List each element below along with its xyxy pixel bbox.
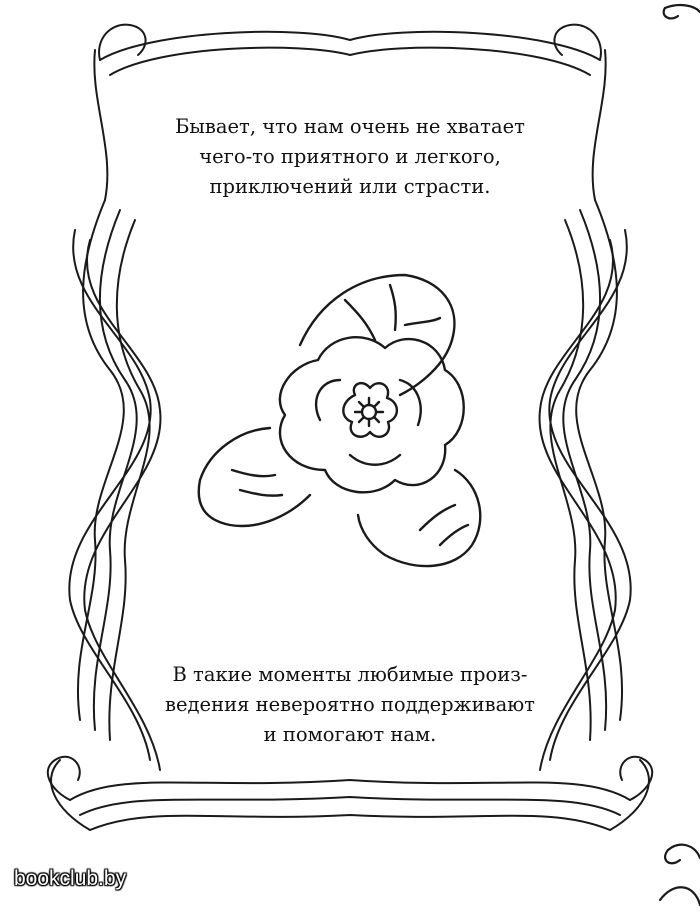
top-paragraph-line: приключений или страсти. (209, 175, 491, 198)
top-paragraph-line: чего-то приятного и легкого, (199, 145, 501, 168)
bottom-paragraph-line: В такие моменты любимые произ- (172, 663, 528, 686)
bottom-paragraph (130, 660, 570, 750)
bottom-paragraph-line: и помогают нам. (263, 723, 437, 746)
top-paragraph-line: Бывает, что нам очень не хватает (175, 115, 525, 138)
watermark: bookclub.by (14, 867, 127, 890)
bottom-paragraph-line: ведения невероятно поддерживают (165, 693, 535, 716)
top-paragraph (130, 112, 570, 202)
